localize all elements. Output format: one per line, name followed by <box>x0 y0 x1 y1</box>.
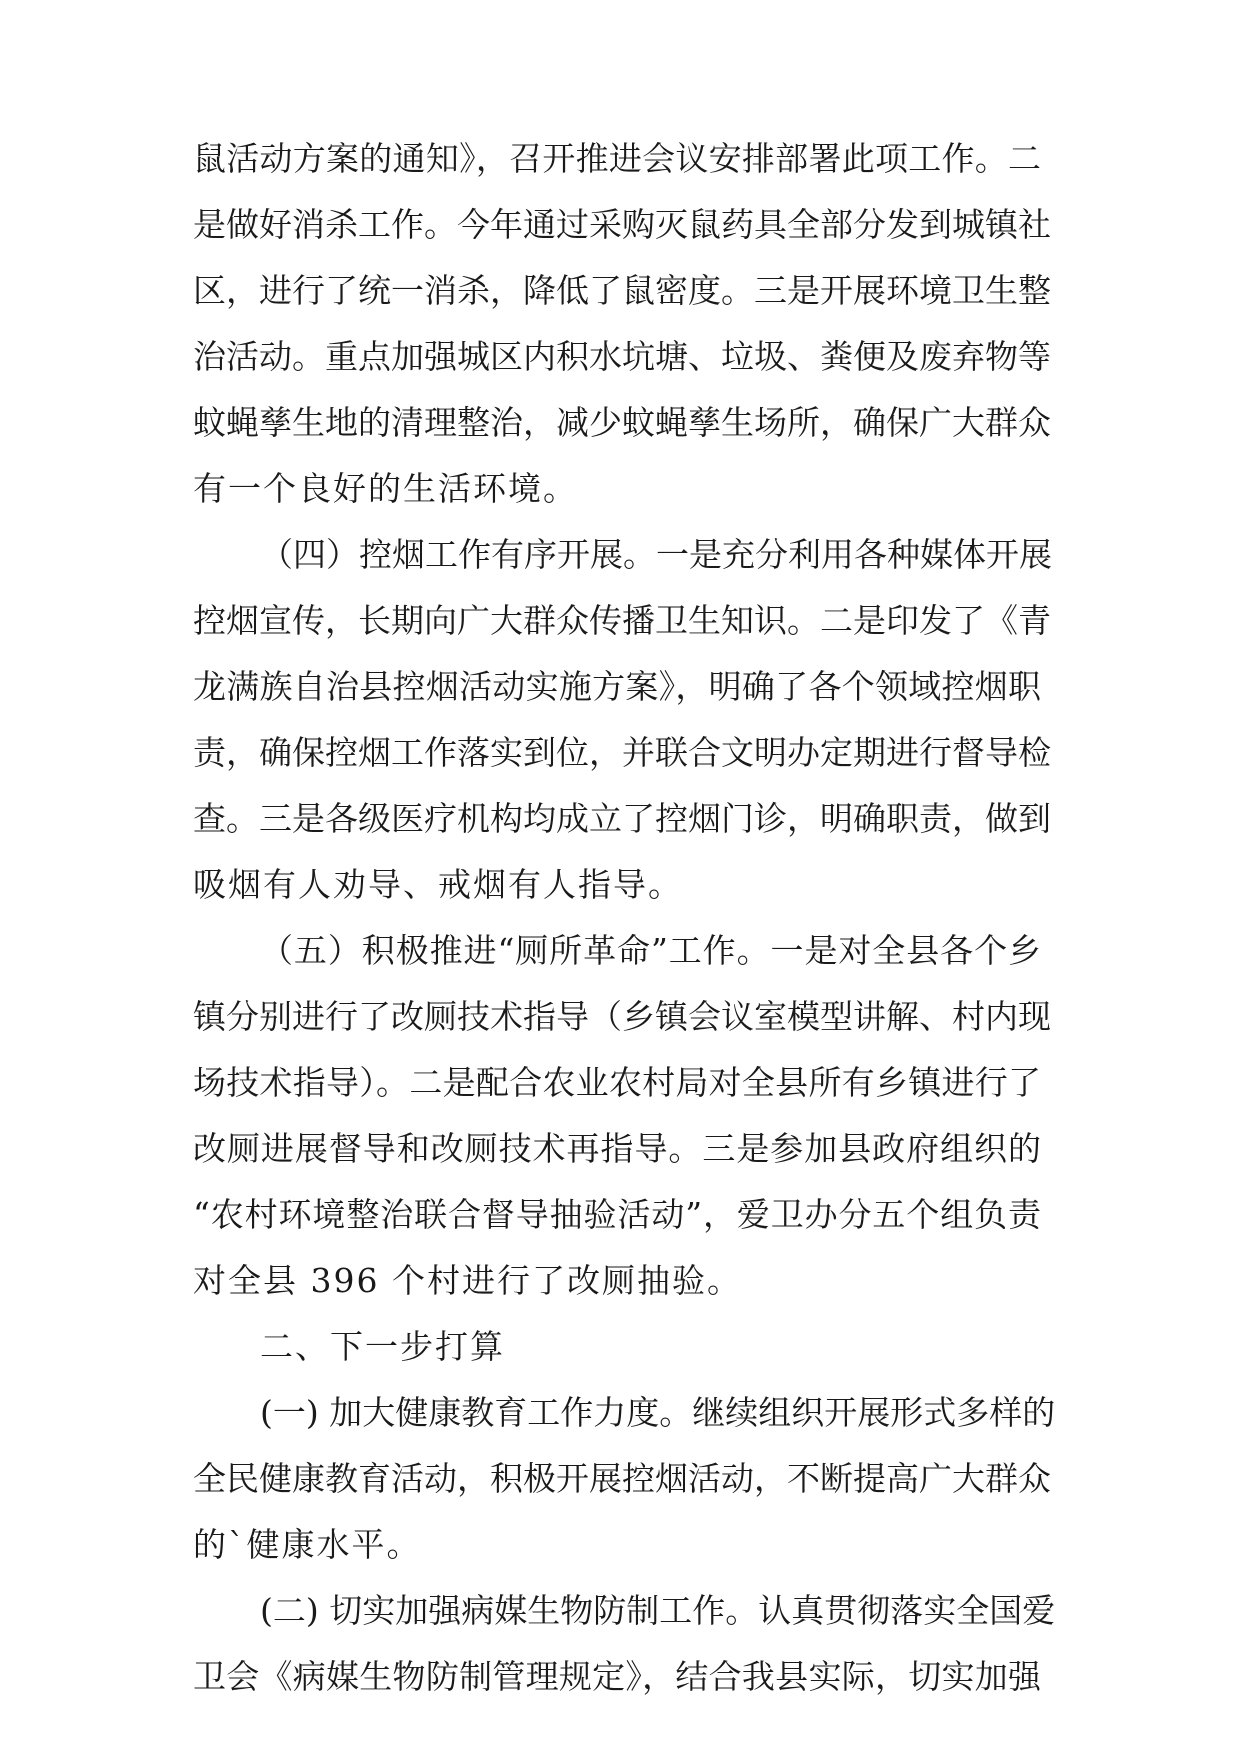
paragraph-heading-line: (二) 切实加强病媒生物防制工作。认真贯彻落实全国爱 <box>260 1591 1056 1630</box>
text-line: 是做好消杀工作。今年通过采购灭鼠药具全部分发到城镇社 <box>193 205 1051 244</box>
text-line: 全民健康教育活动，积极开展控烟活动，不断提高广大群众 <box>193 1459 1051 1498</box>
text-line: 改厕进展督导和改厕技术再指导。三是参加县政府组织的 <box>193 1129 1041 1168</box>
text-line: 卫会《病媒生物防制管理规定》，结合我县实际，切实加强 <box>193 1657 1041 1696</box>
text-line: 控烟宣传，长期向广大群众传播卫生知识。二是印发了《青 <box>193 601 1051 640</box>
text-line: 场技术指导）。二是配合农业农村局对全县所有乡镇进行了 <box>193 1063 1041 1102</box>
text-line: 吸烟有人劝导、戒烟有人指导。 <box>193 865 683 904</box>
text-line: 区，进行了统一消杀，降低了鼠密度。三是开展环境卫生整 <box>193 271 1051 310</box>
section-heading: 二、下一步打算 <box>260 1327 505 1366</box>
text-line: 有一个良好的生活环境。 <box>193 469 578 508</box>
paragraph-heading-line: (一) 加大健康教育工作力度。继续组织开展形式多样的 <box>260 1393 1056 1432</box>
text-line: 责，确保控烟工作落实到位，并联合文明办定期进行督导检 <box>193 733 1051 772</box>
text-line: 对全县 396 个村进行了改厕抽验。 <box>193 1261 742 1300</box>
text-line: 查。三是各级医疗机构均成立了控烟门诊，明确职责，做到 <box>193 799 1051 838</box>
text-line: 鼠活动方案的通知》，召开推进会议安排部署此项工作。二 <box>193 139 1041 178</box>
text-line: 的`健康水平。 <box>193 1525 422 1564</box>
text-line: 蚊蝇孳生地的清理整治，减少蚊蝇孳生场所，确保广大群众 <box>193 403 1051 442</box>
paragraph-heading-line: （五）积极推进“厕所革命”工作。一是对全县各个乡 <box>260 931 1041 970</box>
text-line: 龙满族自治县控烟活动实施方案》，明确了各个领域控烟职 <box>193 667 1041 706</box>
text-line: “农村环境整治联合督导抽验活动”，爱卫办分五个组负责 <box>193 1195 1041 1234</box>
paragraph-heading-line: （四）控烟工作有序开展。一是充分利用各种媒体开展 <box>260 535 1052 574</box>
text-line: 镇分别进行了改厕技术指导（乡镇会议室模型讲解、村内现 <box>193 997 1051 1036</box>
text-line: 治活动。重点加强城区内积水坑塘、垃圾、粪便及废弃物等 <box>193 337 1051 376</box>
